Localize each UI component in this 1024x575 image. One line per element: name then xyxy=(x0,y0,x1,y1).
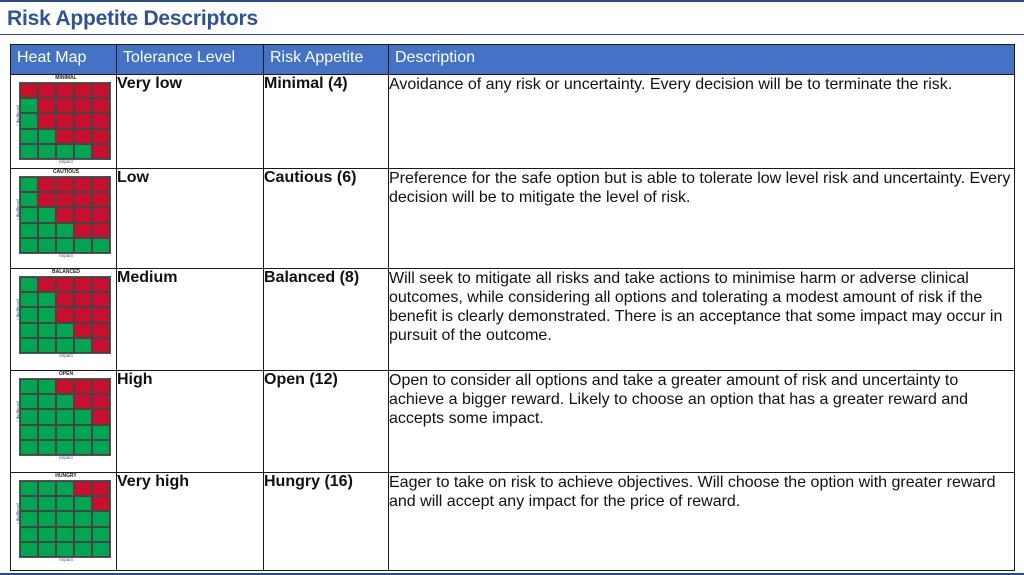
heat-map-y-label: Likelihood xyxy=(15,105,21,126)
risk-appetite: Open (12) xyxy=(264,371,389,473)
heat-map-green-cell xyxy=(74,496,92,511)
table-header-row xyxy=(11,45,1015,75)
heat-map-red-cell xyxy=(92,496,110,511)
heat-map-green-cell xyxy=(20,129,38,144)
heat-map-red-cell xyxy=(92,323,110,338)
heat-map-title: MINIMAL xyxy=(55,75,77,81)
heat-map-green-cell xyxy=(56,394,74,409)
heat-map-red-cell xyxy=(74,292,92,307)
heat-map-red-cell xyxy=(92,144,110,159)
heat-map-green-cell xyxy=(38,440,56,455)
heat-map-red-cell xyxy=(56,207,74,222)
heat-map-red-cell xyxy=(74,113,92,128)
heat-map-green-cell xyxy=(56,425,74,440)
heat-map-red-cell xyxy=(92,192,110,207)
heat-map-green-cell xyxy=(20,277,38,292)
heat-map-red-cell xyxy=(74,129,92,144)
heat-map-cell xyxy=(11,473,117,571)
heat-map-x-label: Impact xyxy=(59,455,73,460)
top-rule xyxy=(0,0,1024,2)
heat-map-green-cell xyxy=(38,527,56,542)
heat-map xyxy=(11,371,111,461)
heat-map-green-cell xyxy=(38,481,56,496)
heat-map-green-cell xyxy=(20,496,38,511)
description: Avoidance of any risk or uncertainty. Every decision will be to terminate the risk. xyxy=(389,75,1015,169)
heat-map-green-cell xyxy=(38,511,56,526)
heat-map-green-cell xyxy=(92,425,110,440)
heat-map-green-cell xyxy=(38,338,56,353)
heat-map-red-cell xyxy=(92,307,110,322)
heat-map-green-cell xyxy=(20,98,38,113)
heat-map-title: HUNGRY xyxy=(55,473,77,479)
heat-map-green-cell xyxy=(20,192,38,207)
heat-map-green-cell xyxy=(20,394,38,409)
heat-map-grid xyxy=(19,480,111,558)
heat-map-red-cell xyxy=(92,394,110,409)
heat-map-green-cell xyxy=(56,238,74,253)
heat-map-red-cell xyxy=(56,83,74,98)
heat-map-red-cell xyxy=(56,113,74,128)
heat-map-title: OPEN xyxy=(58,371,74,377)
tolerance-level: High xyxy=(117,371,264,473)
heat-map-cell xyxy=(11,269,117,371)
heat-map-red-cell xyxy=(20,83,38,98)
table-row xyxy=(11,75,1015,169)
heat-map-red-cell xyxy=(92,379,110,394)
heat-map-red-cell xyxy=(92,113,110,128)
heat-map-green-cell xyxy=(20,542,38,557)
heat-map-green-cell xyxy=(20,338,38,353)
heat-map-red-cell xyxy=(92,223,110,238)
heat-map-green-cell xyxy=(20,440,38,455)
heat-map-green-cell xyxy=(56,338,74,353)
heat-map-green-cell xyxy=(20,144,38,159)
description: Will seek to mitigate all risks and take actions to minimise harm or adverse clinical outcomes, while considering all options and tolerating a modest amount of risk if the benefit is clearly demonstrated. There is an acceptance that some impact may occur in pursuit of the outcome. xyxy=(389,269,1015,371)
heat-map-cell xyxy=(11,75,117,169)
risk-appetite: Cautious (6) xyxy=(264,169,389,269)
heat-map-red-cell xyxy=(92,177,110,192)
tolerance-level: Very low xyxy=(117,75,264,169)
heat-map-red-cell xyxy=(74,277,92,292)
risk-appetite: Minimal (4) xyxy=(264,75,389,169)
heat-map-red-cell xyxy=(38,83,56,98)
heat-map-green-cell xyxy=(92,542,110,557)
heat-map-green-cell xyxy=(20,207,38,222)
heat-map-green-cell xyxy=(20,307,38,322)
table-row xyxy=(11,371,1015,473)
heat-map-green-cell xyxy=(38,307,56,322)
heat-map-red-cell xyxy=(38,177,56,192)
heat-map-green-cell xyxy=(20,527,38,542)
heat-map-y-label: Likelihood xyxy=(15,199,21,220)
heat-map-red-cell xyxy=(38,277,56,292)
heat-map-green-cell xyxy=(56,144,74,159)
heat-map-red-cell xyxy=(74,83,92,98)
heat-map-green-cell xyxy=(56,511,74,526)
heat-map-red-cell xyxy=(92,409,110,424)
heat-map-red-cell xyxy=(92,207,110,222)
heat-map-red-cell xyxy=(38,113,56,128)
heat-map-green-cell xyxy=(56,409,74,424)
heat-map-green-cell xyxy=(92,527,110,542)
heat-map-green-cell xyxy=(38,496,56,511)
heat-map-y-label: Likelihood xyxy=(15,503,21,524)
heat-map-red-cell xyxy=(38,98,56,113)
risk-appetite: Balanced (8) xyxy=(264,269,389,371)
heat-map-green-cell xyxy=(74,409,92,424)
header-heat-map: Heat Map xyxy=(11,45,117,75)
description: Eager to take on risk to achieve objectives. Will choose the option with greater reward and will accept any impact for the price of reward. xyxy=(389,473,1015,571)
heat-map-green-cell xyxy=(38,129,56,144)
heat-map-red-cell xyxy=(92,129,110,144)
heat-map-red-cell xyxy=(74,307,92,322)
heat-map-green-cell xyxy=(38,394,56,409)
heat-map-y-label: Likelihood xyxy=(15,401,21,422)
heat-map-red-cell xyxy=(56,192,74,207)
header-description: Description xyxy=(389,45,1015,75)
heat-map-x-label: Impact xyxy=(59,159,73,164)
heat-map-green-cell xyxy=(20,425,38,440)
heat-map-green-cell xyxy=(20,113,38,128)
heat-map-green-cell xyxy=(20,323,38,338)
heat-map-green-cell xyxy=(38,238,56,253)
table-row xyxy=(11,269,1015,371)
heat-map-red-cell xyxy=(56,379,74,394)
heat-map-green-cell xyxy=(74,338,92,353)
heat-map-red-cell xyxy=(56,277,74,292)
heat-map-green-cell xyxy=(74,144,92,159)
heat-map-green-cell xyxy=(20,379,38,394)
heat-map-green-cell xyxy=(74,238,92,253)
heat-map-green-cell xyxy=(38,379,56,394)
heat-map-green-cell xyxy=(20,177,38,192)
heat-map-red-cell xyxy=(56,307,74,322)
heat-map-green-cell xyxy=(38,144,56,159)
heat-map-red-cell xyxy=(74,192,92,207)
heat-map-x-label: Impact xyxy=(59,353,73,358)
heat-map-green-cell xyxy=(38,223,56,238)
heat-map-green-cell xyxy=(56,481,74,496)
heat-map-green-cell xyxy=(38,409,56,424)
heat-map-red-cell xyxy=(74,323,92,338)
heat-map-green-cell xyxy=(56,323,74,338)
risk-appetite-table xyxy=(10,44,1015,571)
description: Open to consider all options and take a greater amount of risk and uncertainty to achieve a bigger reward. Likely to choose an option that has a greater reward and accepts some impact. xyxy=(389,371,1015,473)
heat-map-green-cell xyxy=(20,292,38,307)
tolerance-level: Very high xyxy=(117,473,264,571)
heat-map-green-cell xyxy=(74,440,92,455)
heat-map-red-cell xyxy=(74,207,92,222)
heat-map-green-cell xyxy=(20,238,38,253)
heat-map-green-cell xyxy=(56,542,74,557)
heat-map-red-cell xyxy=(56,98,74,113)
heat-map-green-cell xyxy=(56,527,74,542)
heat-map-green-cell xyxy=(92,238,110,253)
table-row xyxy=(11,473,1015,571)
heat-map-red-cell xyxy=(74,177,92,192)
heat-map-red-cell xyxy=(74,223,92,238)
heat-map xyxy=(11,269,111,359)
heat-map-green-cell xyxy=(38,425,56,440)
heat-map-red-cell xyxy=(74,481,92,496)
heat-map-red-cell xyxy=(74,394,92,409)
heat-map-green-cell xyxy=(74,542,92,557)
heat-map-green-cell xyxy=(56,223,74,238)
heat-map-red-cell xyxy=(38,192,56,207)
heat-map-title: BALANCED xyxy=(51,269,81,275)
page-title: Risk Appetite Descriptors xyxy=(7,7,258,30)
tolerance-level: Low xyxy=(117,169,264,269)
heat-map-x-label: Impact xyxy=(59,253,73,258)
heat-map-green-cell xyxy=(74,511,92,526)
heat-map-red-cell xyxy=(92,292,110,307)
heat-map-grid xyxy=(19,176,111,254)
heat-map-title: CAUTIOUS xyxy=(52,169,80,175)
heat-map-red-cell xyxy=(56,129,74,144)
heat-map-red-cell xyxy=(56,177,74,192)
heat-map-green-cell xyxy=(38,292,56,307)
heat-map-red-cell xyxy=(92,338,110,353)
heat-map-red-cell xyxy=(92,98,110,113)
heat-map-red-cell xyxy=(92,277,110,292)
heat-map-green-cell xyxy=(38,207,56,222)
heat-map xyxy=(11,169,111,259)
description: Preference for the safe option but is able to tolerate low level risk and uncertainty. Every decision will be to mitigate the level of risk. xyxy=(389,169,1015,269)
heat-map-green-cell xyxy=(92,440,110,455)
table-row xyxy=(11,169,1015,269)
heat-map-grid xyxy=(19,276,111,354)
heat-map-red-cell xyxy=(74,98,92,113)
heat-map xyxy=(11,75,111,165)
heat-map-y-label: Likelihood xyxy=(15,299,21,320)
title-rule xyxy=(0,34,1024,35)
heat-map-red-cell xyxy=(56,292,74,307)
heat-map-red-cell xyxy=(74,379,92,394)
heat-map-cell xyxy=(11,169,117,269)
heat-map-green-cell xyxy=(20,481,38,496)
risk-appetite: Hungry (16) xyxy=(264,473,389,571)
heat-map-green-cell xyxy=(38,323,56,338)
heat-map-green-cell xyxy=(20,511,38,526)
heat-map-green-cell xyxy=(38,542,56,557)
heat-map-green-cell xyxy=(20,409,38,424)
heat-map-green-cell xyxy=(92,511,110,526)
heat-map-grid xyxy=(19,82,111,160)
heat-map-green-cell xyxy=(74,527,92,542)
heat-map-x-label: Impact xyxy=(59,557,73,562)
heat-map xyxy=(11,473,111,563)
heat-map-green-cell xyxy=(56,440,74,455)
header-tolerance-level: Tolerance Level xyxy=(117,45,264,75)
heat-map-grid xyxy=(19,378,111,456)
heat-map-green-cell xyxy=(74,425,92,440)
tolerance-level: Medium xyxy=(117,269,264,371)
heat-map-green-cell xyxy=(56,496,74,511)
heat-map-cell xyxy=(11,371,117,473)
heat-map-green-cell xyxy=(20,223,38,238)
heat-map-red-cell xyxy=(92,481,110,496)
heat-map-red-cell xyxy=(92,83,110,98)
header-risk-appetite: Risk Appetite xyxy=(264,45,389,75)
